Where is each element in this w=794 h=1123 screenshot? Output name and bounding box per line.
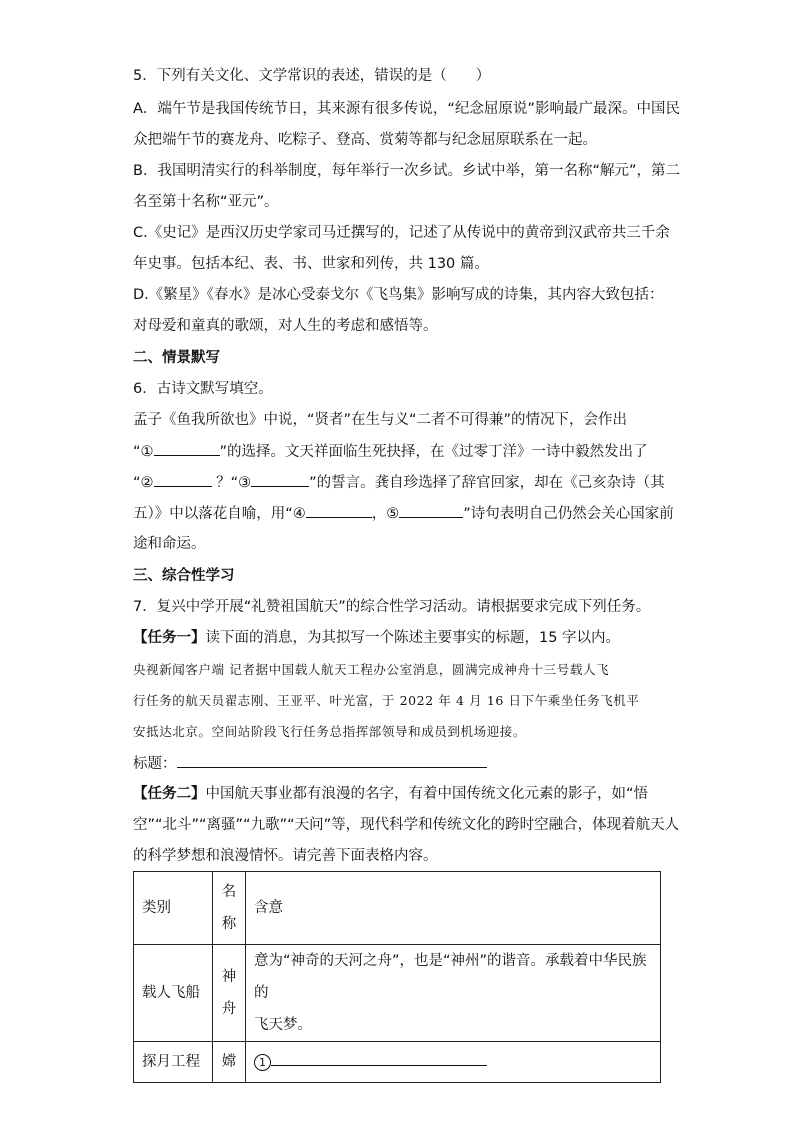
task2-line3: 的科学梦想和浪漫情怀。请完善下面表格内容。	[133, 848, 438, 864]
row2-meaning	[246, 1042, 661, 1083]
row1-type: 载人飞船	[134, 945, 213, 1042]
row2-name: 嫦	[213, 1042, 246, 1083]
news-line1: 央视新闻客户端 记者据中国载人航天工程办公室消息，圆满完成神舟十三号载人飞	[133, 662, 610, 677]
header-meaning: 含意	[246, 872, 661, 945]
blank-2[interactable]	[154, 472, 212, 487]
row1-meaning: 意为“神奇的天河之舟”，也是“神州”的谐音。承载着中华民族的 飞天梦。	[246, 945, 661, 1042]
task2-line2: 空”“北斗”“离骚”“九歌”“天问”等，现代科学和传统文化的跨时空融合，体现着航天人	[133, 817, 680, 833]
q5-option-a-line1: A．端午节是我国传统节日，其来源有很多传说，“纪念屈原说”影响最广最深。中国民	[133, 101, 680, 117]
task1-line: 【任务一】读下面的消息，为其拟写一个陈述主要事实的标题，15 字以内。	[133, 630, 621, 646]
task2-line1: 【任务二】中国航天事业都有浪漫的名字，有着中国传统文化元素的影子，如“悟	[133, 786, 649, 802]
blank-5[interactable]	[399, 503, 463, 518]
table-row	[134, 1042, 661, 1083]
q5-option-d-line2: 对母爱和童真的歌颂，对人生的考虑和感悟等。	[133, 318, 438, 334]
q5-stem: 5．下列有关文化、文学常识的表述，错误的是（ ）	[133, 68, 491, 84]
blank-4[interactable]	[306, 503, 372, 518]
aerospace-table	[133, 871, 661, 1083]
q5-option-c-line1: C.《史记》是西汉历史学家司马迁撰写的，记述了从传说中的黄帝到汉武帝共三千余	[133, 225, 670, 241]
q6-line4: 五）》中以落花自喻，用“④ ，⑤ ”诗句表明自己仍然会关心国家前	[133, 503, 674, 524]
title-label: 标题：	[133, 756, 177, 772]
blank-1[interactable]	[154, 441, 220, 456]
q5-option-a-line2: 众把端午节的赛龙舟、吃粽子、登高、赏菊等都与纪念屈原联系在一起。	[133, 132, 597, 148]
q5-option-d-line1: D.《繁星》《春水》是冰心受泰戈尔《飞鸟集》影响写成的诗集，其内容大致包括：	[133, 287, 664, 303]
q6-line2: “① ”的选择。文天祥面临生死抉择，在《过零丁洋》一诗中毅然发出了	[133, 441, 648, 462]
row1-name: 神 舟	[213, 945, 246, 1042]
q6-line1: 孟子《鱼我所欲也》中说，“贤者”在生与义“二者不可得兼”的情况下，会作出	[133, 412, 628, 428]
q6-stem: 6．古诗文默写填空。	[133, 381, 273, 397]
task1-tag: 【任务一】	[133, 630, 206, 646]
q6-line3: “② ？“③ ”的誓言。龚自珍选择了辞官回家，却在《己亥杂诗（其	[133, 472, 665, 493]
title-input-blank[interactable]	[177, 753, 487, 768]
row2-type: 探月工程	[134, 1042, 213, 1083]
section-heading-3: 三、综合性学习	[133, 568, 235, 584]
blank-3[interactable]	[251, 472, 309, 487]
table-row	[134, 945, 661, 1042]
task2-tag: 【任务二】	[133, 786, 206, 802]
table-answer-blank[interactable]	[271, 1051, 487, 1066]
q5-option-b-line1: B．我国明清实行的科举制度，每年举行一次乡试。乡试中举，第一名称“解元”，第二	[133, 163, 680, 179]
table-header-row	[134, 872, 661, 945]
header-name: 名 称	[213, 872, 246, 945]
section-heading-2: 二、情景默写	[133, 350, 220, 366]
q6-line5: 途和命运。	[133, 536, 206, 552]
circled-number-1: 1	[254, 1054, 271, 1071]
news-line3: 安抵达北京。空间站阶段飞行任务总指挥部领导和成员到机场迎接。	[133, 724, 527, 739]
news-line2: 行任务的航天员翟志刚、王亚平、叶光富，于 2022 年 4 月 16 日下午乘坐任务飞机平	[133, 693, 640, 708]
q5-option-b-line2: 名至第十名称“亚元”。	[133, 194, 279, 210]
title-answer-line	[133, 753, 487, 774]
q5-option-c-line2: 年史事。包括本纪、表、书、世家和列传，共 130 篇。	[133, 256, 489, 272]
q7-stem: 7．复兴中学开展“礼赞祖国航天”的综合性学习活动。请根据要求完成下列任务。	[133, 599, 651, 615]
header-type: 类别	[134, 872, 213, 945]
